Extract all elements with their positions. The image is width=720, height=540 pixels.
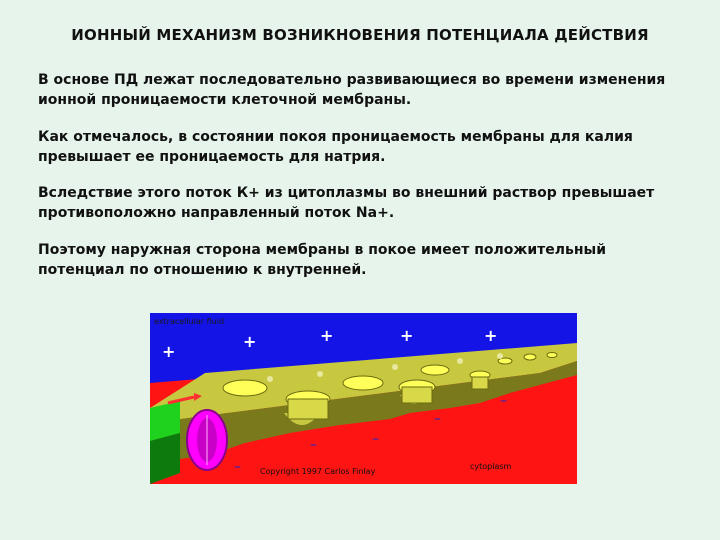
membrane-dot: [317, 371, 323, 377]
channel-pore-1: [223, 380, 267, 396]
negative-charge-sign: –: [500, 393, 507, 409]
positive-charge-sign: +: [320, 326, 334, 345]
positive-charge-sign: +: [243, 332, 257, 351]
channel-pore-3: [343, 376, 383, 390]
membrane-dot: [392, 364, 398, 370]
extracellular-label: extracellular fluid: [154, 317, 225, 326]
positive-charge-sign: +: [484, 326, 498, 345]
paragraph-3: Вследствие этого поток К+ из цитоплазмы во внешний раствор превышает противоположно направленный поток Na+.: [38, 185, 655, 221]
open-channel-1: [288, 399, 328, 419]
negative-charge-sign: –: [310, 437, 317, 453]
membrane-dot: [267, 376, 273, 382]
negative-charge-sign: –: [434, 411, 441, 427]
paragraph-4: Поэтому наружная сторона мембраны в покое имеет положительный потенциал по отношению к внутренней.: [38, 242, 606, 278]
cytoplasm-label: cytoplasm: [470, 462, 512, 471]
channel-pore-7: [524, 354, 536, 360]
membrane-illustration: [150, 313, 577, 484]
paragraph-1: В основе ПД лежат последовательно развивающиеся во времени изменения ионной проницаемости клеточной мембраны.: [38, 72, 666, 108]
membrane-dot: [457, 358, 463, 364]
open-channel-3: [472, 377, 488, 389]
open-channel-2: [402, 387, 432, 403]
membrane-dot: [497, 353, 503, 359]
negative-charge-sign: –: [234, 459, 241, 475]
copyright-label: Copyright 1997 Carlos Finlay: [260, 467, 376, 476]
channel-pore-5: [421, 365, 449, 375]
negative-charge-sign: –: [372, 431, 379, 447]
slide-title: ИОННЫЙ МЕХАНИЗМ ВОЗНИКНОВЕНИЯ ПОТЕНЦИАЛА ДЕЙСТВИЯ: [71, 26, 649, 44]
positive-charge-sign: +: [400, 326, 414, 345]
positive-charge-sign: +: [162, 342, 176, 361]
membrane-diagram: [150, 313, 577, 484]
paragraph-2: Как отмечалось, в состоянии покоя проницаемость мембраны для калия превышает ее проницаемость для натрия.: [38, 129, 633, 165]
channel-pore-9: [547, 353, 557, 358]
